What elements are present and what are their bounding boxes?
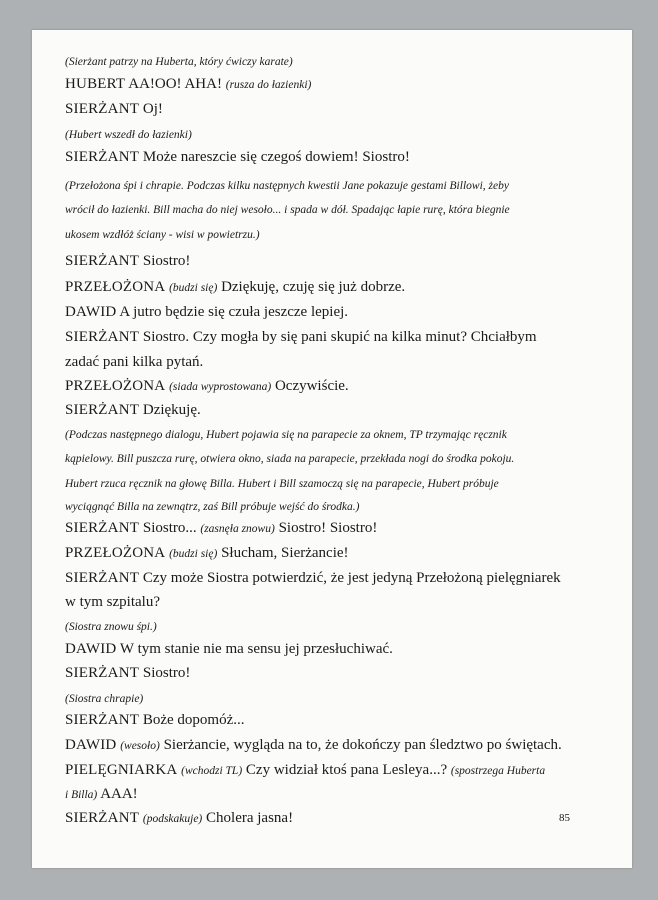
speaker-name: SIERŻANT: [65, 570, 140, 586]
dialogue-text: Siostro!: [139, 253, 191, 269]
speaker-name: DAWID: [65, 641, 117, 657]
stage-direction: (rusza do łazienki): [225, 79, 312, 91]
speaker-name: PRZEŁOŻONA: [65, 545, 166, 561]
dialogue-line: [65, 712, 245, 729]
dialogue-text: Oczywiście.: [271, 378, 349, 394]
dialogue-text: A jutro będzie się czuła jeszcze lepiej.: [116, 304, 349, 320]
speaker-name: PRZEŁOŻONA: [65, 279, 166, 295]
stage-direction-line: [65, 693, 143, 705]
stage-direction-line: [65, 453, 514, 465]
dialogue-text: Czy widział ktoś pana Lesleya...?: [242, 762, 451, 778]
stage-direction: (Siostra znowu śpi.): [65, 621, 157, 633]
speaker-name: PIELĘGNIARKA: [65, 762, 178, 778]
dialogue-line: [65, 570, 561, 587]
dialogue-text: AAA!: [97, 786, 138, 802]
speaker-name: SIERŻANT: [65, 253, 140, 269]
dialogue-text: Siostro. Czy mogła by się pani skupić na kilka minut? Chciałbym: [139, 329, 537, 345]
dialogue-text: Siostro! Siostro!: [274, 520, 378, 536]
dialogue-line: [65, 253, 190, 270]
dialogue-line: [65, 545, 349, 562]
dialogue-text: Sierżancie, wygląda na to, że dokończy pan śledztwo po świętach.: [159, 737, 562, 753]
speaker-name: HUBERT: [65, 76, 126, 92]
stage-direction: (podskakuje): [142, 813, 203, 825]
dialogue-line: [65, 101, 163, 118]
stage-direction-line: [65, 478, 499, 490]
stage-direction: (Siostra chrapie): [65, 693, 144, 705]
stage-direction: (Sierżant patrzy na Huberta, który ćwiczy karate): [65, 56, 293, 68]
page-number: 85: [559, 812, 570, 824]
dialogue-text: Oj!: [139, 101, 163, 117]
dialogue-text: Może nareszcie się czegoś dowiem! Siostro!: [139, 149, 410, 165]
stage-direction-line: [65, 129, 192, 141]
stage-direction: (zasnęła znowu): [200, 523, 275, 535]
dialogue-text: Dziękuję, czuję się już dobrze.: [217, 279, 406, 295]
stage-direction-line: [65, 229, 260, 241]
dialogue-text: Czy może Siostra potwierdzić, że jest jedyną Przełożoną pielęgniarek: [139, 570, 561, 586]
stage-direction: wyciągnąć Billa na zewnątrz, zaś Bill próbuje wejść do środka.): [65, 501, 360, 513]
stage-direction-line: [65, 204, 510, 216]
dialogue-line: [65, 279, 405, 296]
speaker-name: SIERŻANT: [65, 810, 140, 826]
speaker-name: DAWID: [65, 737, 117, 753]
stage-direction: kąpielowy. Bill puszcza rurę, otwiera okno, siada na parapecie, przekłada nogi do środka pokoju.: [65, 453, 515, 465]
dialogue-text: Dziękuję.: [139, 402, 201, 418]
script-page: [32, 30, 632, 868]
dialogue-line: [65, 762, 545, 779]
dialogue-text: Boże dopomóż...: [139, 712, 245, 728]
speaker-name: PRZEŁOŻONA: [65, 378, 166, 394]
dialogue-text: w tym szpitalu?: [65, 594, 160, 610]
dialogue-line: [65, 378, 349, 395]
stage-direction-line: [65, 621, 157, 633]
stage-direction: Hubert rzuca ręcznik na głowę Billa. Hubert i Bill szamoczą się na parapecie, Hubert próbuje: [65, 478, 499, 490]
speaker-name: SIERŻANT: [65, 101, 140, 117]
dialogue-line: [65, 304, 348, 321]
stage-direction: (spostrzega Huberta: [450, 765, 546, 777]
dialogue-line: [65, 665, 190, 682]
dialogue-line: [65, 786, 138, 803]
dialogue-line: [65, 354, 203, 371]
stage-direction: (wchodzi TL): [181, 765, 243, 777]
dialogue-text: Siostro...: [139, 520, 201, 536]
speaker-name: SIERŻANT: [65, 712, 140, 728]
dialogue-line: [65, 76, 311, 93]
speaker-name: SIERŻANT: [65, 149, 140, 165]
stage-direction: (budzi się): [169, 282, 218, 294]
dialogue-line: [65, 641, 393, 658]
stage-direction: (Podczas następnego dialogu, Hubert pojawia się na parapecie za oknem, TP trzymając ręcznik: [65, 429, 507, 441]
stage-direction: i Billa): [65, 789, 98, 801]
stage-direction-line: [65, 429, 507, 441]
speaker-name: SIERŻANT: [65, 329, 140, 345]
dialogue-line: [65, 329, 537, 346]
stage-direction: (siada wyprostowana): [169, 381, 272, 393]
speaker-name: SIERŻANT: [65, 520, 140, 536]
stage-direction-line: [65, 56, 293, 68]
dialogue-line: [65, 520, 377, 537]
dialogue-line: [65, 594, 160, 611]
speaker-name: DAWID: [65, 304, 117, 320]
dialogue-line: [65, 149, 410, 166]
dialogue-text: Słucham, Sierżancie!: [217, 545, 349, 561]
stage-direction: wrócił do łazienki. Bill macha do niej wesoło... i spada w dół. Spadając łapie rurę, która biegnie: [65, 204, 510, 216]
dialogue-text: W tym stanie nie ma sensu jej przesłuchiwać.: [116, 641, 393, 657]
stage-direction-line: [65, 180, 509, 192]
dialogue-line: [65, 737, 562, 754]
speaker-name: SIERŻANT: [65, 402, 140, 418]
stage-direction: ukosem wzdłóż ściany - wisi w powietrzu.): [65, 229, 260, 241]
stage-direction: (Hubert wszedł do łazienki): [65, 129, 192, 141]
stage-direction: (wesoło): [120, 740, 160, 752]
dialogue-line: [65, 402, 201, 419]
stage-direction-line: [65, 501, 359, 513]
dialogue-text: zadać pani kilka pytań.: [65, 354, 204, 370]
stage-direction: (budzi się): [169, 548, 218, 560]
dialogue-text: AA!OO! AHA!: [125, 76, 226, 92]
dialogue-text: Siostro!: [139, 665, 191, 681]
dialogue-text: Cholera jasna!: [202, 810, 294, 826]
stage-direction: (Przełożona śpi i chrapie. Podczas kilku następnych kwestii Jane pokazuje gestami Billowi, żeby: [65, 180, 509, 192]
speaker-name: SIERŻANT: [65, 665, 140, 681]
dialogue-line: [65, 810, 293, 827]
